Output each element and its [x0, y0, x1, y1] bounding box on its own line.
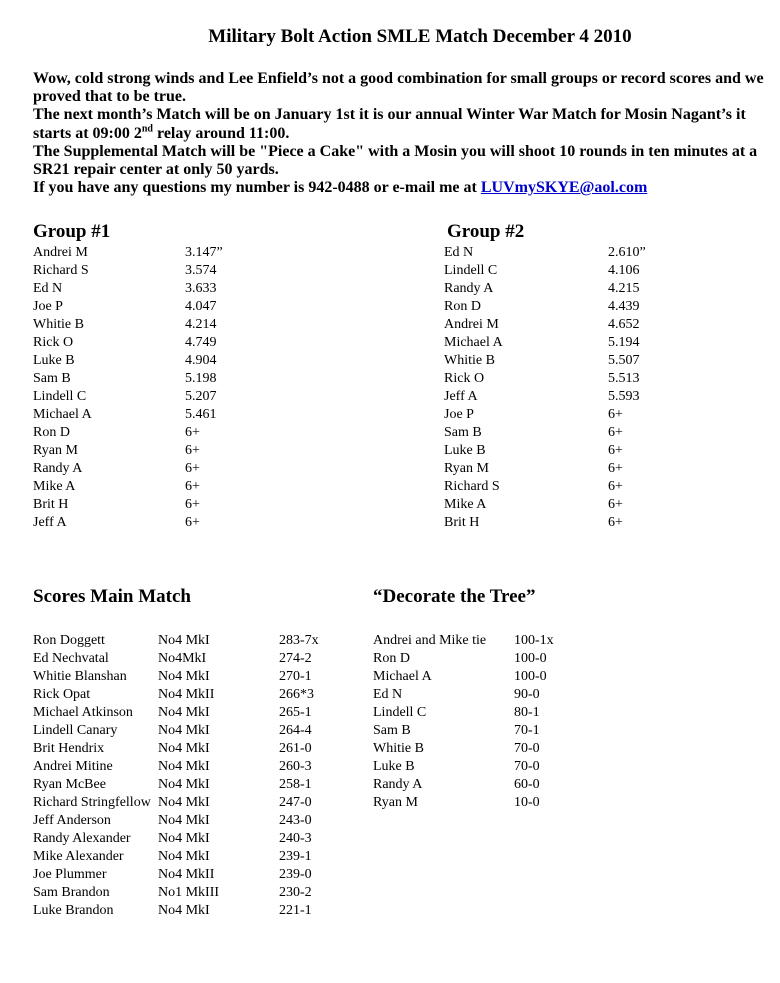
tree-name: Whitie B	[373, 741, 424, 756]
group2-score: 5.593	[608, 389, 640, 404]
main-match-score: 243-0	[279, 813, 312, 828]
group1-score: 5.198	[185, 371, 217, 386]
group2-score: 6+	[608, 461, 623, 476]
main-match-score: 270-1	[279, 669, 312, 684]
group1-score: 6+	[185, 497, 200, 512]
group2-name: Ed N	[444, 245, 474, 260]
tree-row	[373, 722, 623, 740]
group2-name: Ron D	[444, 299, 481, 314]
intro-line-2a: The next month’s Match will be on January 1st it is our annual Winter War Match for Mosin Nagant’s it starts at 09:00 2	[33, 106, 746, 142]
main-match-name: Jeff Anderson	[33, 813, 111, 828]
group1-score: 6+	[185, 479, 200, 494]
group1-row	[33, 334, 393, 352]
group1-score: 6+	[185, 425, 200, 440]
group1-row	[33, 406, 393, 424]
tree-score: 60-0	[514, 777, 540, 792]
group2-row	[444, 370, 764, 388]
main-match-row	[33, 686, 363, 704]
main-match-row	[33, 758, 363, 776]
group2-row	[444, 460, 764, 478]
group2-row	[444, 442, 764, 460]
main-match-rifle: No4 MkI	[158, 813, 210, 828]
tree-name: Sam B	[373, 723, 411, 738]
main-match-score: 247-0	[279, 795, 312, 810]
main-match-rifle: No4 MkI	[158, 849, 210, 864]
main-match-score: 283-7x	[279, 633, 319, 648]
email-link[interactable]: LUVmySKYE@aol.com	[480, 179, 648, 197]
group2-heading: Group #2	[447, 221, 525, 242]
group1-score: 3.147”	[185, 245, 223, 260]
tree-score: 100-0	[514, 669, 547, 684]
main-match-name: Sam Brandon	[33, 885, 110, 900]
tree-row	[373, 740, 623, 758]
main-match-score: 274-2	[279, 651, 312, 666]
main-match-score: 239-0	[279, 867, 312, 882]
main-match-heading: Scores Main Match	[33, 586, 191, 607]
main-match-row	[33, 740, 363, 758]
group1-row	[33, 424, 393, 442]
main-match-rifle: No4 MkI	[158, 777, 210, 792]
tree-score: 100-1x	[514, 633, 554, 648]
group1-name: Ed N	[33, 281, 63, 296]
group1-name: Lindell C	[33, 389, 87, 404]
main-match-name: Michael Atkinson	[33, 705, 133, 720]
main-match-rifle: No4 MkI	[158, 903, 210, 918]
main-match-score: 239-1	[279, 849, 312, 864]
tree-name: Randy A	[373, 777, 423, 792]
group2-row	[444, 244, 764, 262]
main-match-table	[33, 632, 363, 920]
tree-row	[373, 650, 623, 668]
main-match-row	[33, 632, 363, 650]
group1-row	[33, 514, 393, 532]
group2-score: 5.194	[608, 335, 640, 350]
main-match-row	[33, 866, 363, 884]
group2-name: Lindell C	[444, 263, 498, 278]
group1-name: Richard S	[33, 263, 89, 278]
main-match-name: Whitie Blanshan	[33, 669, 127, 684]
main-match-row	[33, 902, 363, 920]
main-match-rifle: No4 MkI	[158, 795, 210, 810]
tree-name: Ron D	[373, 651, 410, 666]
group1-name: Rick O	[33, 335, 74, 350]
main-match-rifle: No4 MkI	[158, 633, 210, 648]
group1-score: 4.749	[185, 335, 217, 350]
intro-line-2-sup: nd	[141, 123, 153, 135]
group1-name: Sam B	[33, 371, 71, 386]
group2-name: Richard S	[444, 479, 500, 494]
group2-score: 6+	[608, 443, 623, 458]
tree-name: Lindell C	[373, 705, 427, 720]
group1-score: 4.904	[185, 353, 217, 368]
intro-line-4	[33, 179, 768, 197]
main-match-score: 261-0	[279, 741, 312, 756]
group1-score: 4.214	[185, 317, 217, 332]
main-match-row	[33, 812, 363, 830]
tree-row	[373, 632, 623, 650]
group1-score: 3.633	[185, 281, 217, 296]
group1-row	[33, 496, 393, 514]
group2-row	[444, 388, 764, 406]
main-match-row	[33, 830, 363, 848]
main-match-score: 264-4	[279, 723, 312, 738]
group2-name: Randy A	[444, 281, 494, 296]
intro-line-2b: relay around 11:00.	[153, 124, 290, 142]
group1-row	[33, 280, 393, 298]
main-match-row	[33, 794, 363, 812]
group2-score: 6+	[608, 515, 623, 530]
group1-name: Mike A	[33, 479, 76, 494]
tree-score: 10-0	[514, 795, 540, 810]
main-match-rifle: No4 MkI	[158, 669, 210, 684]
group1-name: Randy A	[33, 461, 83, 476]
main-match-name: Ron Doggett	[33, 633, 105, 648]
main-match-score: 266*3	[279, 687, 314, 702]
group2-row	[444, 406, 764, 424]
tree-heading: “Decorate the Tree”	[373, 586, 536, 607]
main-match-name: Randy Alexander	[33, 831, 131, 846]
main-match-rifle: No4 MkI	[158, 831, 210, 846]
group2-row	[444, 496, 764, 514]
group2-score: 4.106	[608, 263, 640, 278]
group1-row	[33, 262, 393, 280]
group1-row	[33, 298, 393, 316]
group1-name: Ryan M	[33, 443, 78, 458]
group1-row	[33, 442, 393, 460]
main-match-rifle: No4 MkII	[158, 687, 215, 702]
group1-row	[33, 244, 393, 262]
group1-score: 6+	[185, 461, 200, 476]
main-match-rifle: No4MkI	[158, 651, 207, 666]
tree-score: 70-1	[514, 723, 540, 738]
main-match-score: 230-2	[279, 885, 312, 900]
main-match-score: 258-1	[279, 777, 312, 792]
group2-name: Luke B	[444, 443, 486, 458]
group1-row	[33, 460, 393, 478]
group1-score: 5.461	[185, 407, 217, 422]
tree-name: Ed N	[373, 687, 403, 702]
group2-score: 6+	[608, 407, 623, 422]
group2-name: Sam B	[444, 425, 482, 440]
tree-table	[373, 632, 623, 812]
group2-row	[444, 280, 764, 298]
group2-name: Joe P	[444, 407, 474, 422]
group2-row	[444, 352, 764, 370]
main-match-rifle: No4 MkII	[158, 867, 215, 882]
main-match-score: 260-3	[279, 759, 312, 774]
group1-name: Ron D	[33, 425, 70, 440]
group2-row	[444, 478, 764, 496]
group2-name: Brit H	[444, 515, 480, 530]
main-match-rifle: No4 MkI	[158, 741, 210, 756]
group1-row	[33, 478, 393, 496]
group2-score: 4.652	[608, 317, 640, 332]
group1-score: 4.047	[185, 299, 217, 314]
main-match-row	[33, 776, 363, 794]
group2-row	[444, 316, 764, 334]
group2-name: Whitie B	[444, 353, 495, 368]
group1-table	[33, 244, 393, 532]
group1-name: Jeff A	[33, 515, 67, 530]
contact-text: If you have any questions my number is 942-0488 or e-mail me at	[33, 179, 481, 197]
main-match-score: 240-3	[279, 831, 312, 846]
group2-table	[444, 244, 764, 532]
group2-score: 6+	[608, 479, 623, 494]
intro-line-3: The Supplemental Match will be "Piece a Cake" with a Mosin you will shoot 10 rounds in ten minutes at a SR21 repair center at only 50 yards.	[33, 142, 758, 179]
group2-score: 4.439	[608, 299, 640, 314]
group2-score: 6+	[608, 425, 623, 440]
group2-row	[444, 262, 764, 280]
tree-row	[373, 686, 623, 704]
group1-score: 3.574	[185, 263, 217, 278]
group1-name: Michael A	[33, 407, 92, 422]
tree-row	[373, 758, 623, 776]
main-match-name: Richard Stringfellow	[33, 795, 151, 810]
group1-name: Joe P	[33, 299, 63, 314]
tree-row	[373, 704, 623, 722]
main-match-name: Mike Alexander	[33, 849, 124, 864]
main-match-rifle: No4 MkI	[158, 705, 210, 720]
main-match-row	[33, 650, 363, 668]
main-match-name: Brit Hendrix	[33, 741, 105, 756]
group2-row	[444, 334, 764, 352]
tree-score: 70-0	[514, 759, 540, 774]
group2-name: Mike A	[444, 497, 487, 512]
page-title: Military Bolt Action SMLE Match December 4 2010	[208, 26, 632, 47]
main-match-score: 265-1	[279, 705, 312, 720]
main-match-name: Ed Nechvatal	[33, 651, 109, 666]
group1-name: Brit H	[33, 497, 69, 512]
group1-row	[33, 316, 393, 334]
tree-score: 100-0	[514, 651, 547, 666]
main-match-row	[33, 848, 363, 866]
intro-text	[33, 70, 768, 197]
group2-row	[444, 514, 764, 532]
main-match-name: Ryan McBee	[33, 777, 106, 792]
tree-score: 80-1	[514, 705, 540, 720]
group2-row	[444, 424, 764, 442]
group2-name: Rick O	[444, 371, 485, 386]
main-match-rifle: No4 MkI	[158, 759, 210, 774]
tree-row	[373, 776, 623, 794]
main-match-name: Rick Opat	[33, 687, 91, 702]
group1-score: 6+	[185, 515, 200, 530]
main-match-name: Andrei Mitine	[33, 759, 113, 774]
group2-row	[444, 298, 764, 316]
main-match-row	[33, 668, 363, 686]
main-match-row	[33, 704, 363, 722]
group2-score: 6+	[608, 497, 623, 512]
group2-name: Jeff A	[444, 389, 478, 404]
main-match-name: Lindell Canary	[33, 723, 118, 738]
main-match-rifle: No4 MkI	[158, 723, 210, 738]
group1-score: 5.207	[185, 389, 217, 404]
group1-name: Andrei M	[33, 245, 88, 260]
tree-name: Andrei and Mike tie	[373, 633, 487, 648]
group1-name: Whitie B	[33, 317, 84, 332]
group2-name: Michael A	[444, 335, 503, 350]
group1-score: 6+	[185, 443, 200, 458]
main-match-score: 221-1	[279, 903, 312, 918]
group1-name: Luke B	[33, 353, 75, 368]
group2-name: Ryan M	[444, 461, 489, 476]
group2-score: 2.610”	[608, 245, 646, 260]
main-match-row	[33, 884, 363, 902]
group1-row	[33, 352, 393, 370]
main-match-name: Joe Plummer	[33, 867, 107, 882]
tree-score: 70-0	[514, 741, 540, 756]
main-match-row	[33, 722, 363, 740]
tree-score: 90-0	[514, 687, 540, 702]
group2-score: 4.215	[608, 281, 640, 296]
tree-row	[373, 668, 623, 686]
main-match-name: Luke Brandon	[33, 903, 114, 918]
intro-line-2	[33, 106, 768, 142]
group2-score: 5.507	[608, 353, 640, 368]
group1-heading: Group #1	[33, 221, 111, 242]
tree-row	[373, 794, 623, 812]
group2-name: Andrei M	[444, 317, 499, 332]
group2-score: 5.513	[608, 371, 640, 386]
main-match-rifle: No1 MkIII	[158, 885, 220, 900]
intro-line-1: Wow, cold strong winds and Lee Enfield’s not a good combination for small groups or record scores and we proved that to be true.	[33, 70, 764, 106]
tree-name: Michael A	[373, 669, 432, 684]
tree-name: Ryan M	[373, 795, 418, 810]
tree-name: Luke B	[373, 759, 415, 774]
group1-row	[33, 388, 393, 406]
group1-row	[33, 370, 393, 388]
